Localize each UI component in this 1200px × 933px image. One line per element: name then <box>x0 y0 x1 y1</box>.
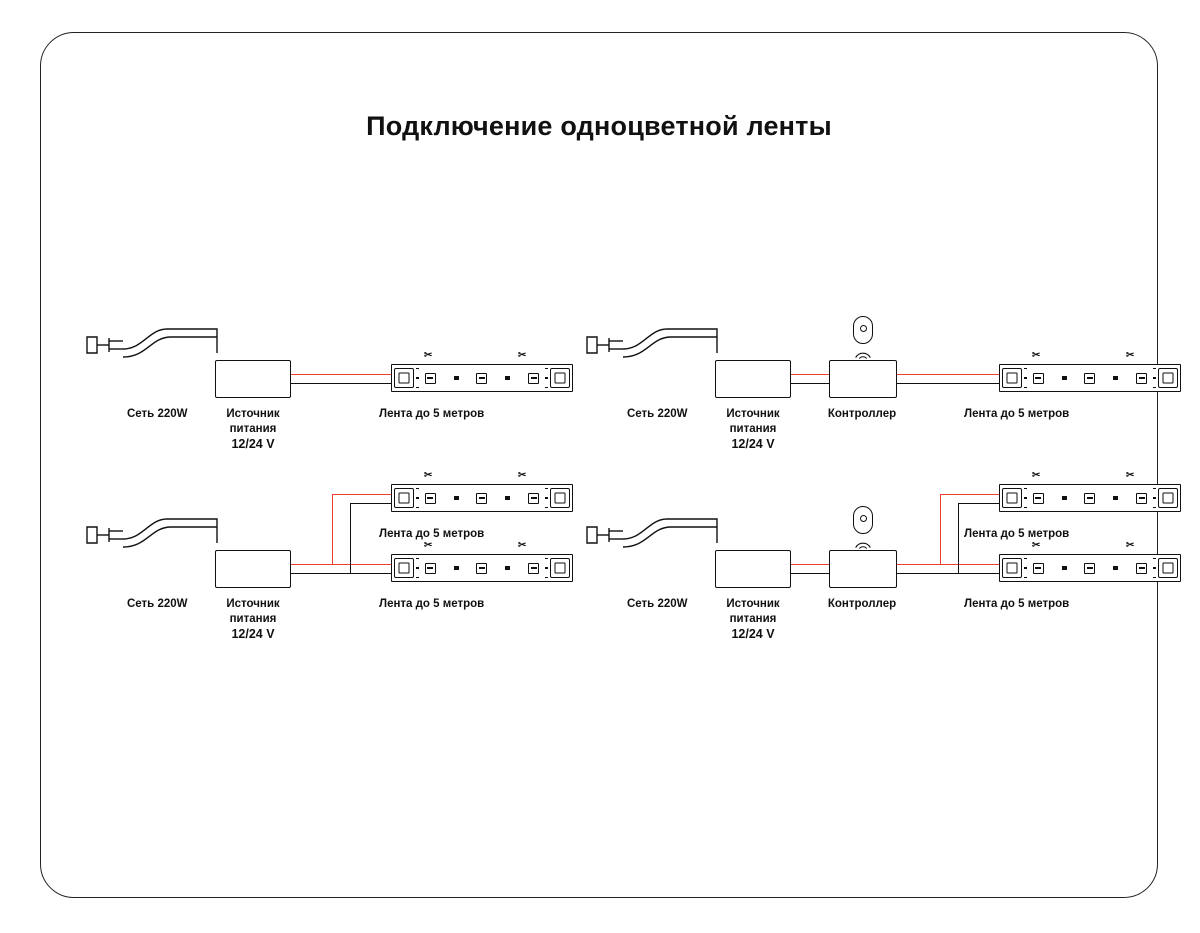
label-psu-voltage: 12/24 V <box>231 437 275 451</box>
label-strip: Лента до 5 метров <box>964 598 1070 610</box>
wire-positive-upper <box>940 494 999 495</box>
label-psu-line2: питания <box>229 613 277 625</box>
strip-pad <box>394 488 414 508</box>
resistor <box>1062 496 1067 499</box>
led <box>528 563 539 574</box>
label-mains: Сеть 220W <box>627 408 688 420</box>
remote-control-icon <box>853 506 873 534</box>
resistor <box>1113 496 1118 499</box>
cut-mark-icon: ✂ <box>424 540 433 551</box>
led <box>1084 493 1095 504</box>
strip-pad <box>1002 558 1022 578</box>
cut-mark-icon: ✂ <box>1032 540 1041 551</box>
led <box>1033 563 1044 574</box>
strip-pad <box>1158 488 1178 508</box>
strip-pad <box>550 488 570 508</box>
wire-negative-riser <box>350 503 351 574</box>
cut-mark-icon: ✂ <box>518 350 527 361</box>
strip-pad <box>550 558 570 578</box>
strip-segment <box>1024 555 1156 581</box>
led-strip <box>999 484 1181 512</box>
label-strip: Лента до 5 метров <box>964 528 1070 540</box>
led <box>1033 493 1044 504</box>
wire-negative <box>291 573 391 574</box>
label-psu-line2: питания <box>729 423 777 435</box>
cut-mark-icon: ✂ <box>424 350 433 361</box>
label-strip: Лента до 5 метров <box>379 528 485 540</box>
wire-negative <box>897 573 999 574</box>
resistor <box>1113 566 1118 569</box>
led <box>425 563 436 574</box>
label-psu-line2: питания <box>229 423 277 435</box>
controller-box <box>829 550 897 588</box>
power-supply-box <box>215 550 291 588</box>
led-strip <box>391 554 573 582</box>
cut-mark-icon: ✂ <box>1126 540 1135 551</box>
wifi-signal-icon <box>852 538 874 550</box>
resistor <box>505 566 510 569</box>
led <box>476 493 487 504</box>
strip-pad <box>394 558 414 578</box>
led <box>425 493 436 504</box>
label-mains: Сеть 220W <box>627 598 688 610</box>
label-psu-line2: питания <box>729 613 777 625</box>
label-psu-voltage: 12/24 V <box>231 627 275 641</box>
cut-mark-icon: ✂ <box>1032 470 1041 481</box>
wire-positive <box>897 564 999 565</box>
diagram-card <box>40 32 1158 898</box>
cut-mark-icon: ✂ <box>1126 350 1135 361</box>
label-psu-voltage: 12/24 V <box>731 627 775 641</box>
led <box>1084 563 1095 574</box>
label-psu-voltage: 12/24 V <box>731 437 775 451</box>
wire-positive-riser <box>940 494 941 565</box>
led <box>476 563 487 574</box>
label-psu-line1: Источник <box>726 408 780 420</box>
cut-mark-icon: ✂ <box>518 540 527 551</box>
strip-pad <box>1002 488 1022 508</box>
led <box>528 493 539 504</box>
wire-positive-upper <box>332 494 391 495</box>
led <box>1136 493 1147 504</box>
strip-segment <box>416 555 548 581</box>
strip-segment <box>416 485 548 511</box>
label-psu-line1: Источник <box>726 598 780 610</box>
label-psu-line1: Источник <box>226 408 280 420</box>
strip-segment <box>1024 485 1156 511</box>
wire-negative-upper <box>958 503 999 504</box>
label-mains: Сеть 220W <box>127 408 188 420</box>
label-psu-line1: Источник <box>226 598 280 610</box>
power-supply-box <box>715 550 791 588</box>
label-strip: Лента до 5 метров <box>379 598 485 610</box>
cut-mark-icon: ✂ <box>1032 350 1041 361</box>
cut-mark-icon: ✂ <box>424 470 433 481</box>
page-title: Подключение одноцветной ленты <box>366 111 832 141</box>
label-strip: Лента до 5 метров <box>379 408 485 420</box>
label-controller: Контроллер <box>827 408 897 420</box>
cut-mark-icon: ✂ <box>518 470 527 481</box>
strip-pad <box>1158 558 1178 578</box>
led-strip <box>391 484 573 512</box>
wire-negative <box>791 573 829 574</box>
led <box>1136 563 1147 574</box>
resistor <box>1062 566 1067 569</box>
resistor <box>454 566 459 569</box>
diagram-bottom-right <box>581 223 1141 643</box>
wire-positive <box>791 564 829 565</box>
label-strip: Лента до 5 метров <box>964 408 1070 420</box>
led-strip <box>999 554 1181 582</box>
wire-negative-riser <box>958 503 959 574</box>
resistor <box>454 496 459 499</box>
strip-pad <box>1158 368 1178 388</box>
wire-positive-riser <box>332 494 333 565</box>
wire-negative-upper <box>350 503 391 504</box>
diagram-bottom-left <box>41 223 601 643</box>
cut-mark-icon: ✂ <box>1126 470 1135 481</box>
label-controller: Контроллер <box>827 598 897 610</box>
resistor <box>505 496 510 499</box>
label-mains: Сеть 220W <box>127 598 188 610</box>
wire-positive <box>291 564 391 565</box>
